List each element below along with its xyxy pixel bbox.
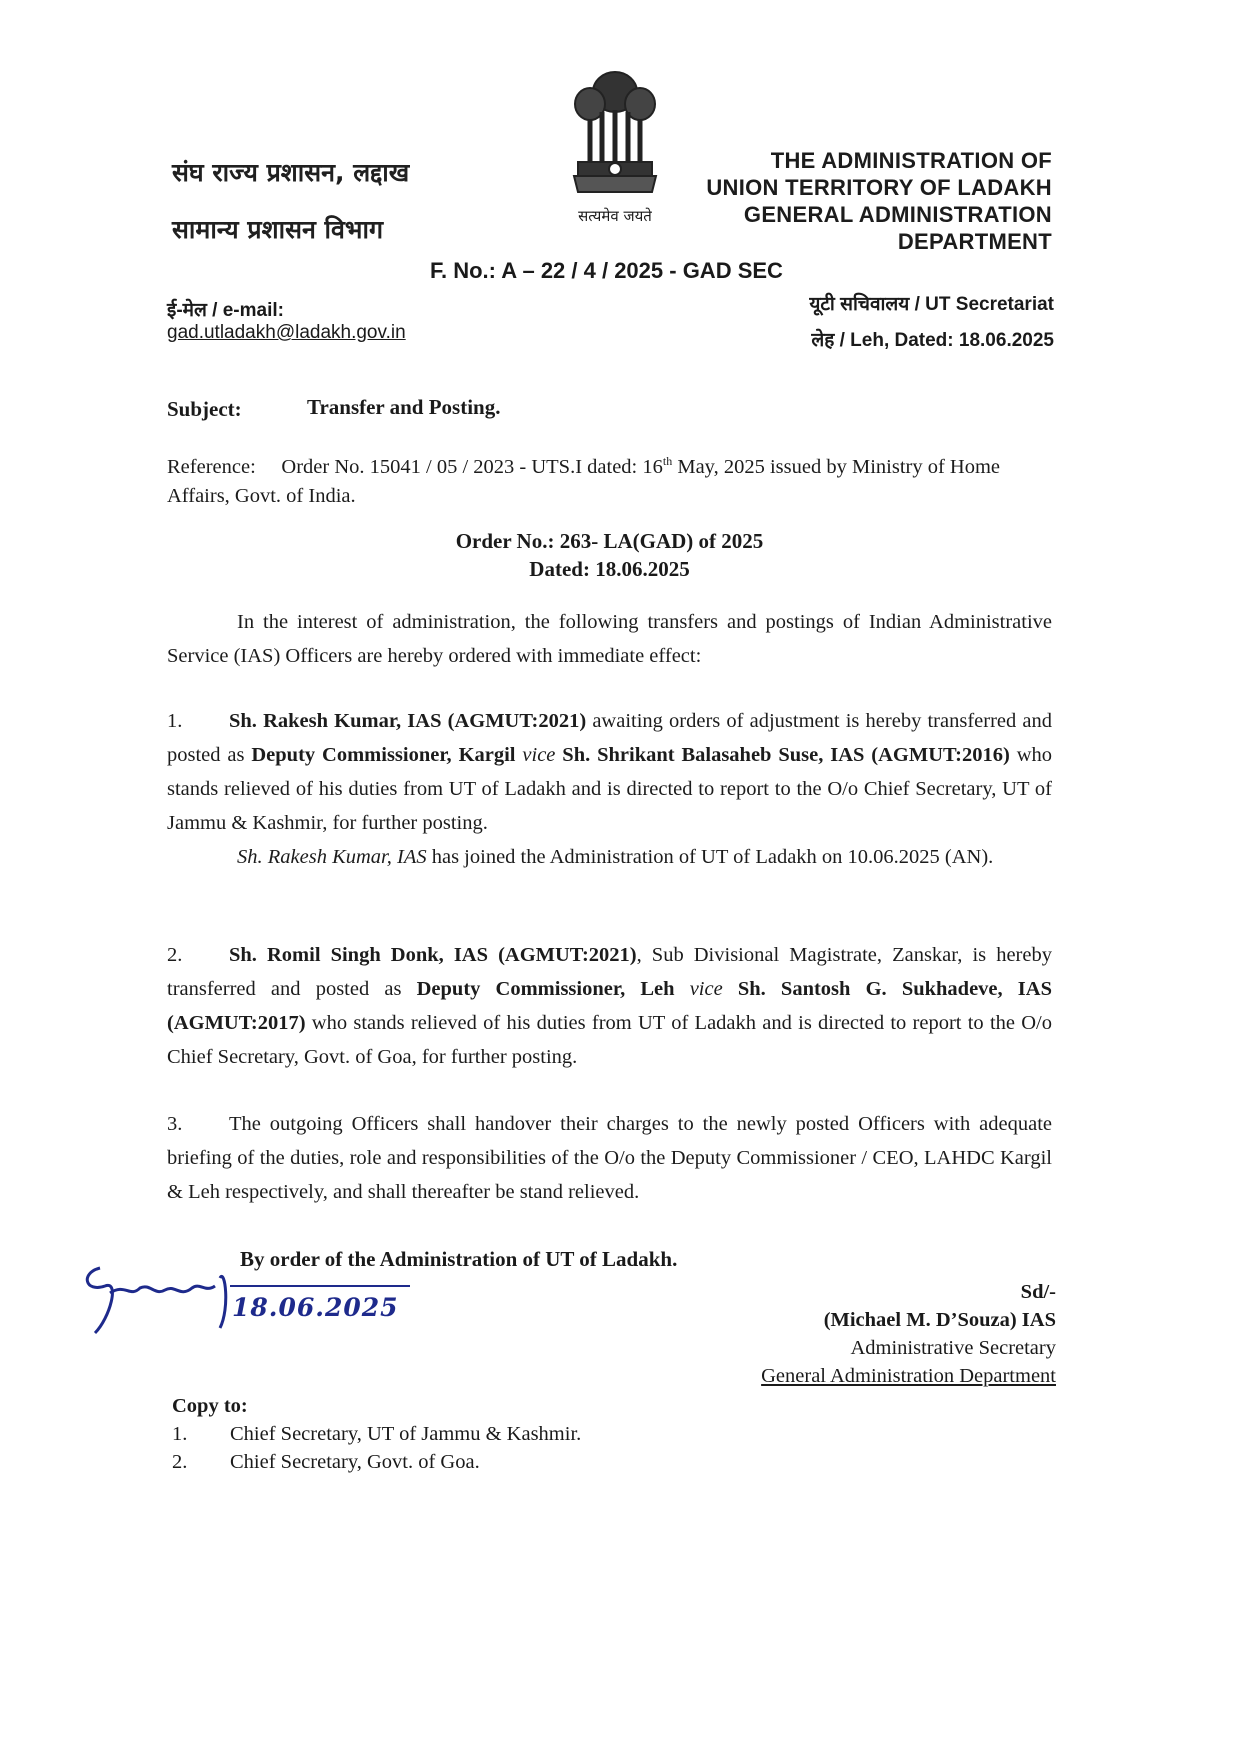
hindi-department-title: सामान्य प्रशासन विभाग xyxy=(172,215,384,244)
joining-note-text: has joined the Administration of UT of Ladakh on 10.06.2025 (AN). xyxy=(426,846,994,868)
email-label: ई-मेल / e-mail: xyxy=(167,300,284,321)
closing-line: By order of the Administration of UT of Ladakh. xyxy=(240,1247,678,1271)
secretariat-label: यूटी सचिवालय / UT Secretariat xyxy=(809,294,1054,315)
copy-to-item xyxy=(172,1420,581,1448)
subject-label: Subject: xyxy=(167,397,242,421)
reference-text-start: Order No. 15041 / 05 / 2023 - UTS.I dated: 16 xyxy=(281,455,663,478)
handwritten-date: 18.06.2025 xyxy=(232,1293,399,1322)
english-title-line: DEPARTMENT xyxy=(897,229,1052,254)
english-title-line: GENERAL ADMINISTRATION xyxy=(743,202,1052,227)
sd-mark: Sd/- xyxy=(1020,1281,1056,1303)
posting: Deputy Commissioner, Leh xyxy=(416,978,675,1000)
joining-note-name: Sh. Rakesh Kumar, IAS xyxy=(237,846,427,868)
joining-note xyxy=(167,840,1052,874)
copy-to xyxy=(172,1392,581,1476)
item-text: The outgoing Officers shall handover their charges to the newly posted Officers with adequate briefing of the duties, role and responsibilities of the O/o the Deputy Commissioner / CEO, LAHDC Kargil & Leh respectively, and shall thereafter be stand relieved. xyxy=(167,1113,1052,1203)
item-text: awaiting orders of adjustment is hereby transferred and posted as xyxy=(167,710,1052,766)
copy-item-number: 1. xyxy=(172,1423,188,1445)
reference-superscript: th xyxy=(662,454,673,468)
reference xyxy=(167,447,1052,511)
copy-to-item xyxy=(172,1448,581,1476)
signatory-department: General Administration Department xyxy=(761,1365,1056,1387)
file-number: F. No.: A – 22 / 4 / 2025 - GAD SEC xyxy=(430,258,783,283)
item-number: 2. xyxy=(167,944,183,966)
replaced-officer: Sh. Shrikant Balasaheb Suse, IAS (AGMUT:2016) xyxy=(562,744,1010,766)
item-text: who stands relieved of his duties from UT of Ladakh and is directed to report to the O/o Chief Secretary, Govt. of Goa, for further posting. xyxy=(167,1012,1052,1068)
item-text: , Sub Divisional Magistrate, Zanskar, is hereby transferred and posted as xyxy=(167,944,1052,1000)
copy-to-label: Copy to: xyxy=(172,1395,248,1417)
posting: Deputy Commissioner, Kargil xyxy=(251,744,516,766)
english-title-line: THE ADMINISTRATION OF xyxy=(770,148,1052,173)
order-number: Order No.: 263- LA(GAD) of 2025 xyxy=(455,529,764,553)
place-date: लेह / Leh, Dated: 18.06.2025 xyxy=(811,330,1054,351)
subject-text: Transfer and Posting. xyxy=(307,395,501,419)
signatory-name: (Michael M. D’Souza) IAS xyxy=(823,1309,1056,1331)
emblem-motto: सत्यमेव जयते xyxy=(578,207,652,225)
signatory-designation: Administrative Secretary xyxy=(850,1337,1056,1359)
vice-word: vice xyxy=(522,744,556,766)
order-item-2 xyxy=(167,938,1052,1074)
hindi-office-title: संघ राज्य प्रशासन, लद्दाख xyxy=(172,158,410,187)
signatory-block xyxy=(636,1278,1056,1390)
officer-name: Sh. Romil Singh Donk, IAS (AGMUT:2021) xyxy=(229,944,637,966)
copy-item-text: Chief Secretary, UT of Jammu & Kashmir. xyxy=(230,1423,582,1445)
order-heading xyxy=(167,527,1052,583)
order-date: Dated: 18.06.2025 xyxy=(529,557,690,581)
reference-label: Reference: xyxy=(167,455,256,478)
vice-word: vice xyxy=(689,978,723,1000)
order-item-3 xyxy=(167,1107,1052,1209)
item-text: who stands relieved of his duties from UT of Ladakh and is directed to report to the O/o Chief Secretary, UT of Jammu & Kashmir, for further posting. xyxy=(167,744,1053,834)
copy-item-number: 2. xyxy=(172,1451,188,1473)
order-item-1 xyxy=(167,704,1052,874)
item-number: 1. xyxy=(167,710,183,732)
english-office-title xyxy=(612,147,1052,255)
copy-item-text: Chief Secretary, Govt. of Goa. xyxy=(230,1451,480,1473)
replaced-officer: Sh. Santosh G. Sukhadeve, IAS (AGMUT:2017) xyxy=(167,978,1052,1034)
officer-name: Sh. Rakesh Kumar, IAS (AGMUT:2021) xyxy=(229,710,587,732)
english-title-line: UNION TERRITORY OF LADAKH xyxy=(706,175,1052,200)
reference-text-end: May, 2025 issued by Ministry of Home Affairs, Govt. of India. xyxy=(167,455,1001,507)
intro-paragraph: In the interest of administration, the following transfers and postings of Indian Administrative Service (IAS) Officers are hereby ordered with immediate effect: xyxy=(167,611,1052,667)
item-number: 3. xyxy=(167,1113,183,1135)
email-link[interactable]: gad.utladakh@ladakh.gov.in xyxy=(167,322,406,343)
